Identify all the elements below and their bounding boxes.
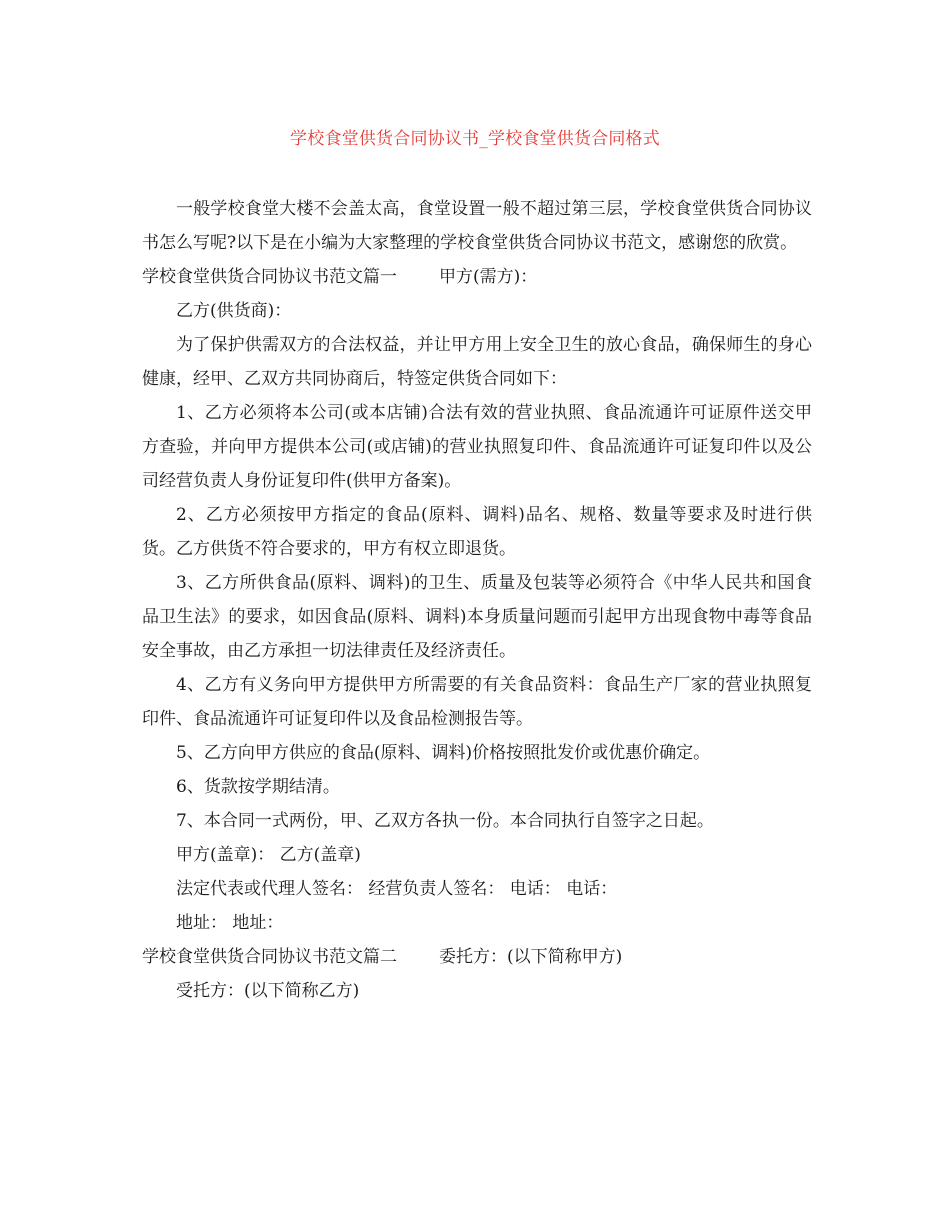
sample2-heading: 学校食堂供货合同协议书范文篇二 — [142, 947, 397, 967]
seal-line: 甲方(盖章)： 乙方(盖章) — [176, 845, 361, 865]
sample1-heading: 学校食堂供货合同协议书范文篇一 — [142, 267, 397, 287]
clause-4: 4、乙方有义务向甲方提供甲方所需要的有关食品资料：食品生产厂家的营业执照复印件、食品流通许可证复印件以及食品检测报告等。 — [142, 675, 812, 729]
signature-line: 法定代表或代理人签名： 经营负责人签名： 电话： 电话： — [176, 879, 618, 899]
trustee-label: 受托方：(以下简称乙方) — [176, 981, 360, 1001]
intro-paragraph: 一般学校食堂大楼不会盖太高，食堂设置一般不超过第三层，学校食堂供货合同协议书怎么写呢?以下是在小编为大家整理的学校食堂供货合同协议书范文，感谢您的欣赏。 — [142, 199, 812, 253]
clause-5: 5、乙方向甲方供应的食品(原料、调料)价格按照批发价或优惠价确定。 — [176, 743, 711, 763]
clause-2: 2、乙方必须按甲方指定的食品(原料、调料)品名、规格、数量等要求及时进行供货。乙方供货不符合要求的，甲方有权立即退货。 — [142, 505, 812, 559]
sample2-heading-line — [142, 940, 812, 974]
preamble-paragraph: 为了保护供需双方的合法权益，并让甲方用上安全卫生的放心食品，确保师生的身心健康，经甲、乙双方共同协商后，特签定供货合同如下： — [142, 335, 812, 389]
clause-3: 3、乙方所供食品(原料、调料)的卫生、质量及包装等必须符合《中华人民共和国食品卫生法》的要求，如因食品(原料、调料)本身质量问题而引起甲方出现食物中毒等食品安全事故，由乙方承担一切法律责任及经济责任。 — [142, 573, 812, 661]
document-title: 学校食堂供货合同协议书_学校食堂供货合同格式 — [290, 129, 660, 149]
clause-1: 1、乙方必须将本公司(或本店铺)合法有效的营业执照、食品流通许可证原件送交甲方查验，并向甲方提供本公司(或店铺)的营业执照复印件、食品流通许可证复印件以及公司经营负责人身份证复印件(供甲方备案)。 — [142, 403, 812, 491]
clause-7: 7、本合同一式两份，甲、乙双方各执一份。本合同执行自签字之日起。 — [176, 811, 714, 831]
party-b-label: 乙方(供货商)： — [176, 301, 292, 321]
document-body — [142, 192, 812, 1008]
address-line: 地址： 地址： — [176, 913, 284, 933]
client-label: 委托方：(以下简称甲方) — [439, 947, 623, 967]
clause-6: 6、货款按学期结清。 — [176, 777, 340, 797]
sample1-heading-line — [142, 260, 812, 294]
party-a-label: 甲方(需方)： — [439, 267, 538, 287]
